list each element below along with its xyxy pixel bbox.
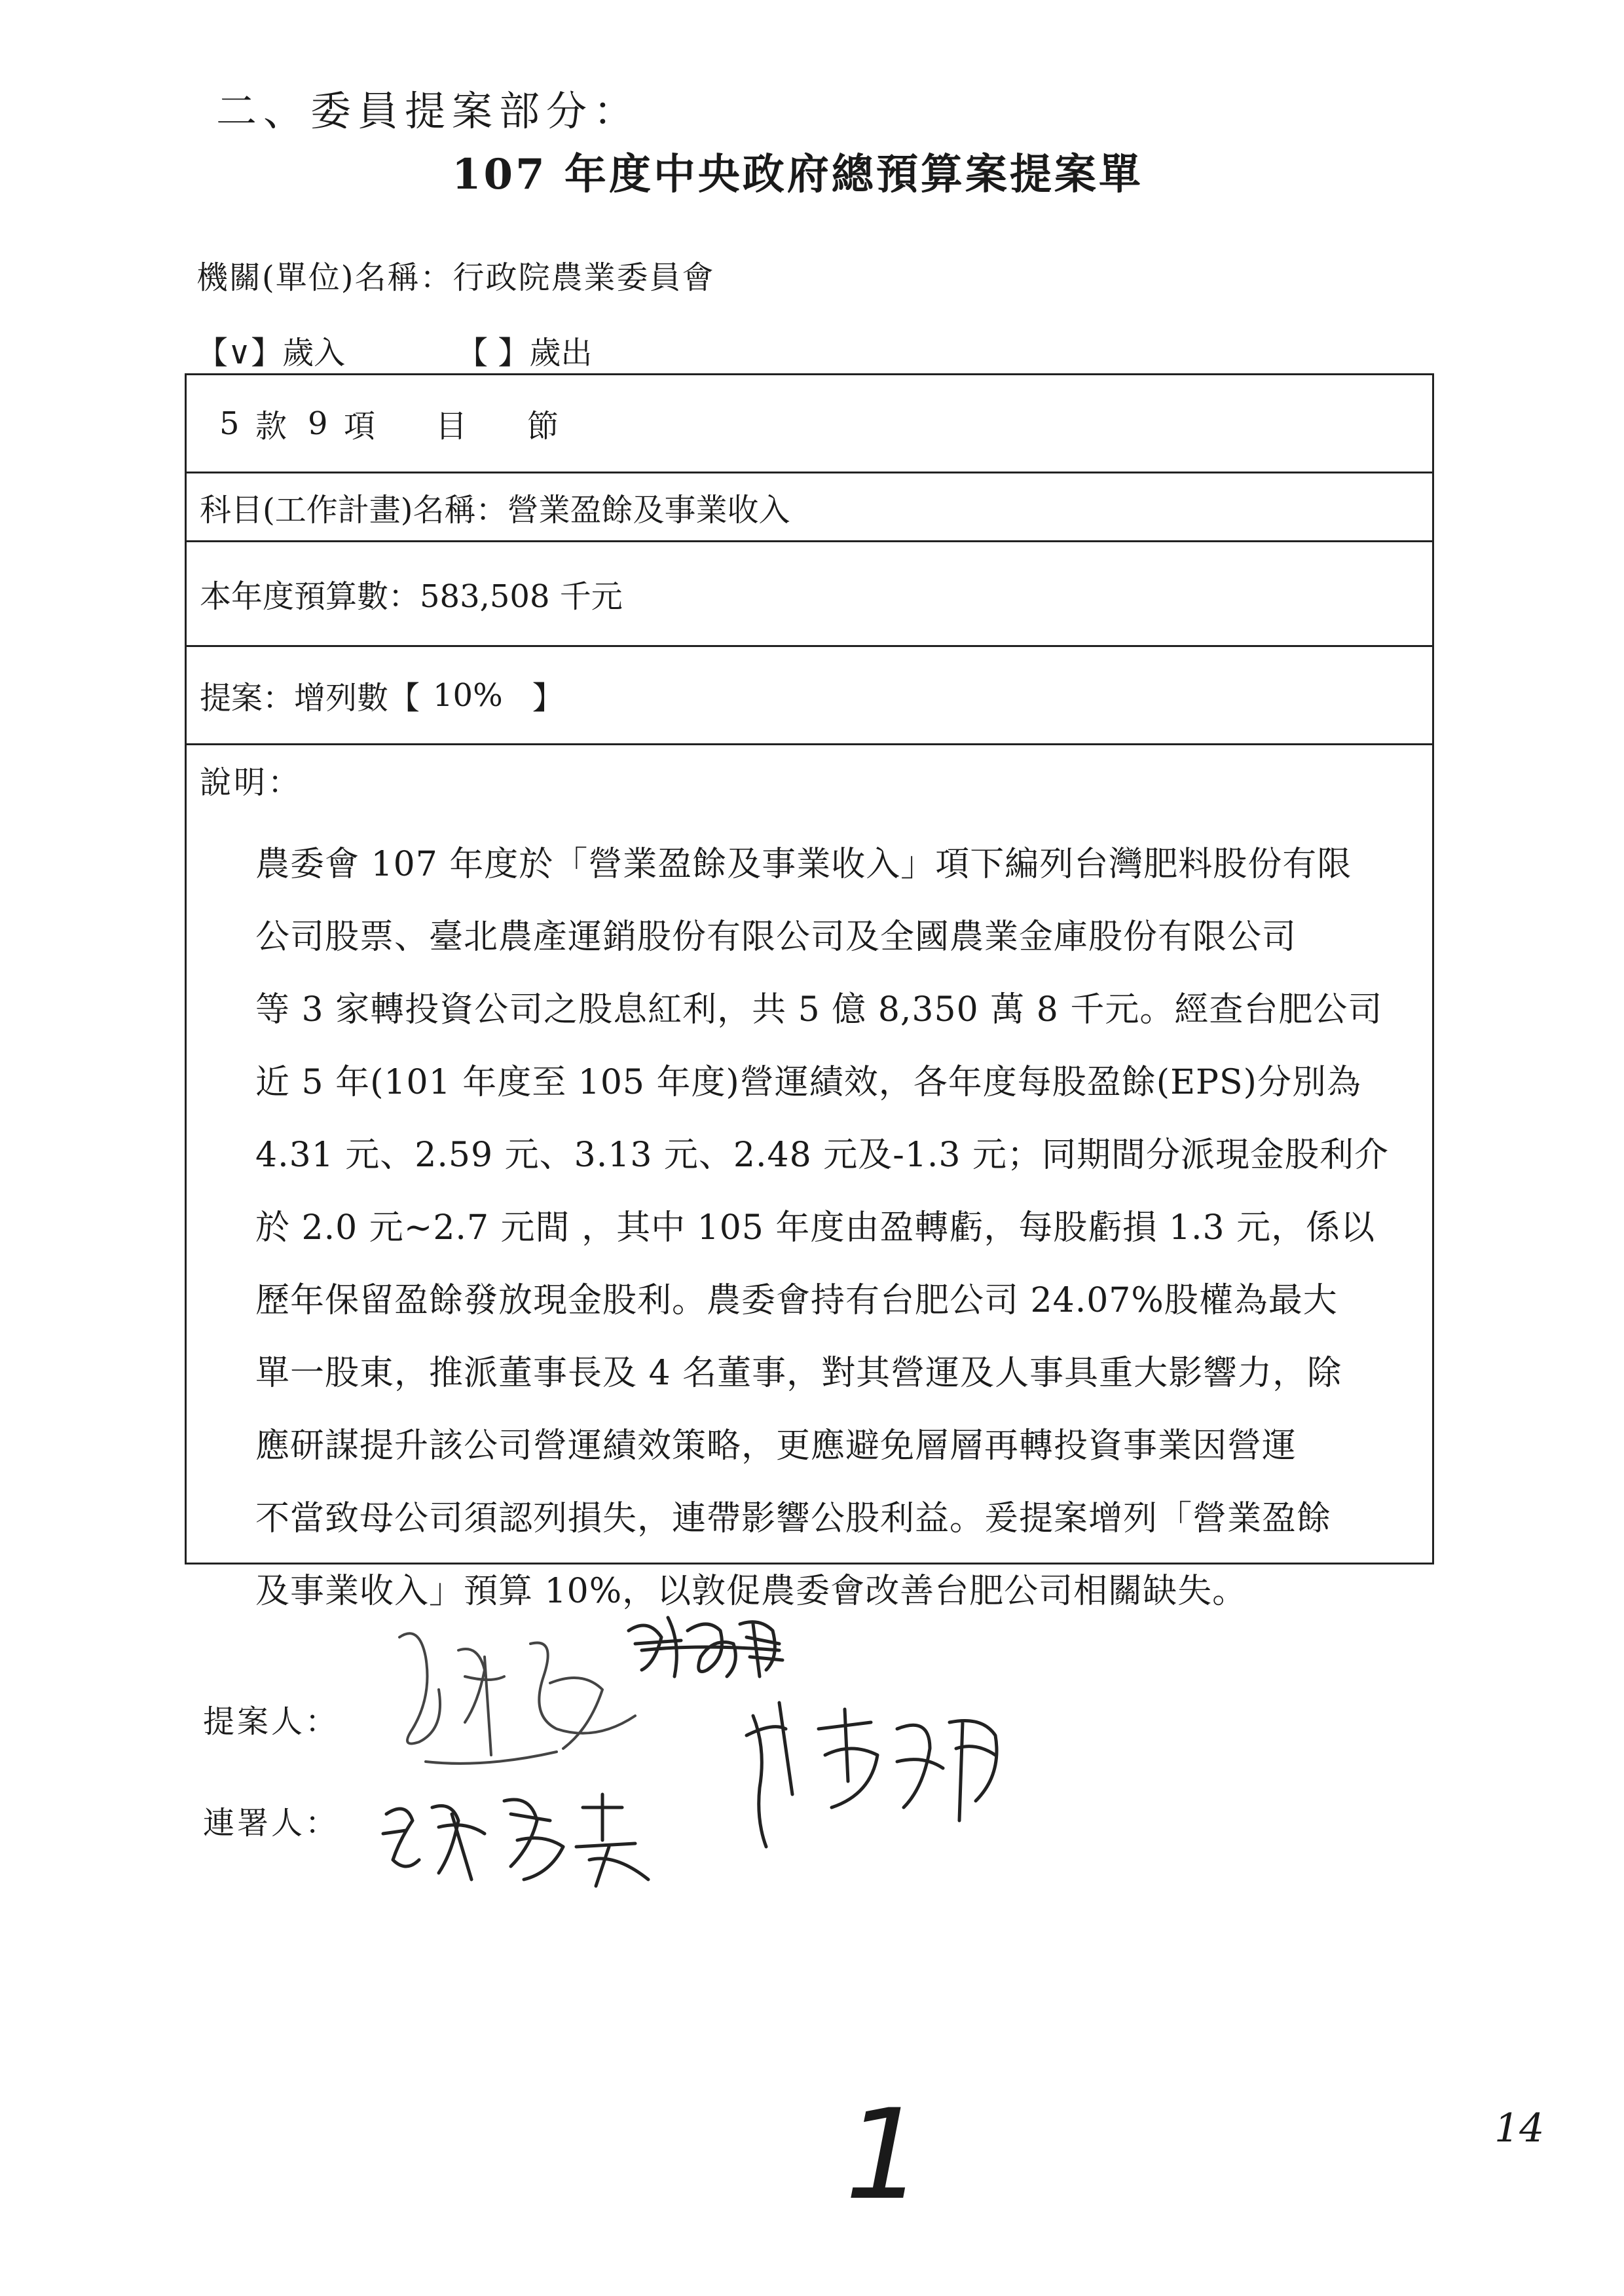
- expense-label: 歲出: [529, 335, 593, 371]
- agency-line: [196, 252, 714, 297]
- document-title: 107 年度中央政府總預算案提案單: [452, 150, 1143, 199]
- explanation-line: 於 2.0 元~2.7 元間 ，其中 105 年度由盈轉虧，每股虧損 1.3 元，係以: [255, 1208, 1376, 1248]
- explanation-line: 等 3 家轉投資公司之股息紅利，共 5 億 8,350 萬 8 千元。經查台肥公司: [255, 990, 1383, 1029]
- page-number: 14: [1494, 2105, 1545, 2151]
- section-heading: 二、委員提案部分：: [216, 87, 641, 135]
- explanation-row: [187, 745, 1432, 1611]
- proposal-value: 10%: [433, 676, 503, 714]
- explanation-label: 說明：: [200, 764, 303, 801]
- explanation-line: 公司股票、臺北農產運銷股份有限公司及全國農業金庫股份有限公司: [255, 917, 1297, 957]
- budget-amount-row: [187, 542, 1432, 647]
- proposer-label: 提案人：: [203, 1703, 340, 1740]
- xiang-number: 9: [308, 405, 328, 442]
- revenue-label: 歲入: [282, 335, 346, 371]
- cosigner-signature-2: [373, 1781, 681, 1893]
- expense-checkbox: 【 】: [456, 335, 530, 371]
- kuan-number: 5: [219, 405, 240, 442]
- item-name-value: 營業盈餘及事業收入: [507, 491, 790, 528]
- xiang-label: 項: [344, 408, 376, 445]
- proposer-signature-2: [622, 1604, 792, 1690]
- proposal-label: 提案：增列數【: [200, 680, 420, 716]
- budget-code-row: [187, 375, 1432, 473]
- explanation-line: 4.31 元、2.59 元、3.13 元、2.48 元及-1.3 元；同期間分派現金股利介: [255, 1136, 1390, 1175]
- explanation-line: 歷年保留盈餘發放現金股利。農委會持有台肥公司 24.07%股權為最大: [255, 1281, 1338, 1320]
- explanation-line: 不當致母公司須認列損失，連帶影響公股利益。爰提案增列「營業盈餘: [255, 1499, 1332, 1538]
- budget-amount-label: 本年度預算數：: [200, 578, 420, 615]
- budget-amount-value: 583,508 千元: [420, 578, 623, 615]
- budget-type-line: [196, 327, 592, 373]
- revenue-checkbox: 【∨】: [196, 335, 283, 371]
- proposal-row: [187, 647, 1432, 745]
- kuan-label: 款: [255, 408, 287, 445]
- explanation-line: 農委會 107 年度於「營業盈餘及事業收入」項下編列台灣肥料股份有限: [255, 845, 1352, 884]
- proposer-signature-1: [386, 1618, 661, 1788]
- explanation-line: 應研謀提升該公司營運績效策略，更應避免層層再轉投資事業因營運: [255, 1426, 1297, 1466]
- explanation-line: 近 5 年(101 年度至 105 年度)營運績效，各年度每股盈餘(EPS)分別為: [255, 1063, 1361, 1102]
- explanation-body: [255, 828, 1428, 1628]
- cosigner-label: 連署人：: [203, 1805, 340, 1842]
- explanation-line: 及事業收入」預算 10%，以敦促農委會改善台肥公司相關缺失。: [255, 1572, 1247, 1611]
- proposal-form-table: [185, 373, 1434, 1611]
- page-mark: 1: [845, 2083, 924, 2227]
- item-name-row: [187, 473, 1432, 542]
- proposal-close: 】: [532, 680, 564, 716]
- jie-label: 節: [527, 408, 559, 445]
- cosigner-signature-1: [733, 1690, 1022, 1860]
- item-name-label: 科目(工作計畫)名稱：: [200, 491, 507, 528]
- mu-label: 目: [435, 408, 468, 445]
- agency-label: 機關(單位)名稱：: [196, 259, 453, 296]
- agency-value: 行政院農業委員會: [452, 259, 715, 296]
- explanation-line: 單一股東，推派董事長及 4 名董事，對其營運及人事具重大影響力，除: [255, 1354, 1342, 1393]
